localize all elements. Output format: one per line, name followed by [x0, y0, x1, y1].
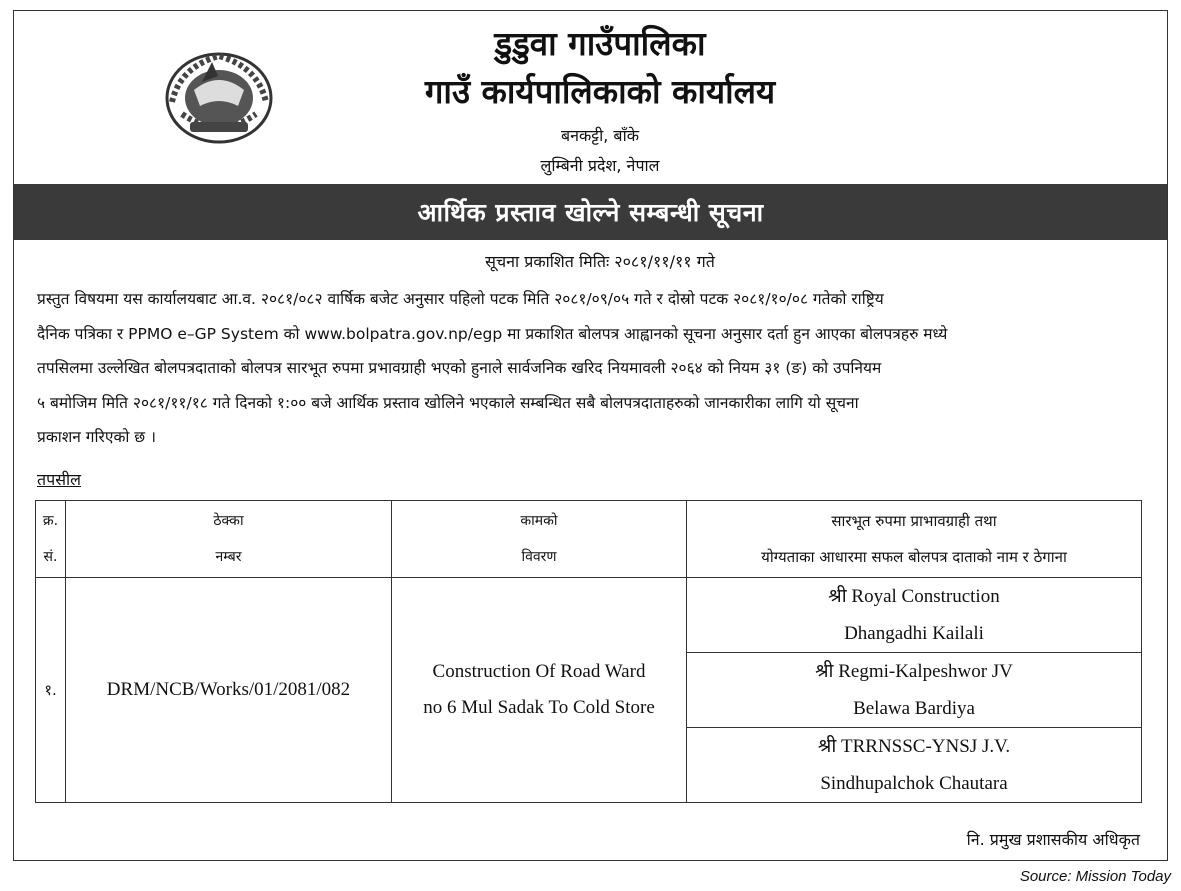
tapsil-heading: तपसील [37, 470, 82, 489]
bidder-address: Dhangadhi Kailali [844, 623, 984, 644]
notice-body [37, 282, 1154, 455]
address-line-1: बनकट्टी, बाँके [560, 126, 639, 145]
table-header-row [36, 501, 1142, 578]
body-line: प्रकाशन गरिएको छ । [37, 428, 156, 446]
signatory: नि. प्रमुख प्रशासकीय अधिकृत [966, 830, 1140, 849]
bidder-address: Belawa Bardiya [853, 698, 975, 719]
notice-title: आर्थिक प्रस्ताव खोल्ने सम्बन्धी सूचना [417, 198, 764, 227]
bid-table [35, 500, 1142, 803]
bidder-entry [687, 578, 1141, 653]
source-credit: Source: Mission Today [1019, 868, 1171, 885]
bidder-name: श्री TRRNSSC-YNSJ J.V. [817, 736, 1011, 757]
header-work-description: कामको विवरण [392, 501, 687, 578]
body-line: ५ बमोजिम मिति २०८१/११/१८ गते दिनको १:०० बजे आर्थिक प्रस्ताव खोलिने भएकाले सम्बन्धित सबै बोलपत्रदाताहरुको जानकारीका लागि यो सूचना [37, 393, 859, 412]
header-contract-number: ठेक्का नम्बर [66, 501, 392, 578]
bidder-name: श्री Royal Construction [828, 586, 1000, 607]
header-sn: क्र. सं. [36, 501, 66, 578]
office-name: गाउँ कार्यपालिकाको कार्यालय [424, 72, 776, 111]
body-line: प्रस्तुत विषयमा यस कार्यालयबाट आ.व. २०८१/०८२ वार्षिक बजेट अनुसार पहिलो पटक मिति २०८१/०९/०५ गते र दोस्रो पटक २०८१/१०/०८ गतेको राष्ट्रिय [37, 290, 884, 308]
row-contract-number: DRM/NCB/Works/01/2081/082 [66, 578, 392, 803]
published-date: सूचना प्रकाशित मितिः २०८१/११/११ गते [485, 252, 715, 271]
org-name: डुडुवा गाउँपालिका [494, 24, 706, 63]
notice-title-banner [14, 184, 1167, 240]
bidder-name: श्री Regmi-Kalpeshwor JV [815, 661, 1013, 682]
bidder-entry [687, 653, 1141, 728]
address-line-2: लुम्बिनी प्रदेश, नेपाल [540, 156, 660, 175]
government-emblem-icon [160, 42, 278, 150]
row-work-description: Construction Of Road Ward no 6 Mul Sadak To Cold Store [392, 578, 687, 803]
row-sn: १. [36, 578, 66, 803]
body-line: दैनिक पत्रिका र PPMO e–GP System को www.bolpatra.gov.np/egp मा प्रकाशित बोलपत्र आह्वानको सूचना अनुसार दर्ता हुन आएका बोलपत्रहरु मध्ये [37, 324, 948, 343]
bidder-entry [687, 728, 1141, 802]
header-bidder: सारभूत रुपमा प्राभावग्राही तथा योग्यताका आधारमा सफल बोलपत्र दाताको नाम र ठेगाना [687, 501, 1142, 578]
row-bidders [687, 578, 1142, 803]
bidder-address: Sindhupalchok Chautara [820, 773, 1008, 794]
table-row [36, 578, 1142, 803]
body-line: तपसिलमा उल्लेखित बोलपत्रदाताको बोलपत्र सारभूत रुपमा प्रभावग्राही भएको हुनाले सार्वजनिक खरिद नियमावली २०६४ को नियम ३१ (ङ) को उपनियम [37, 359, 882, 377]
